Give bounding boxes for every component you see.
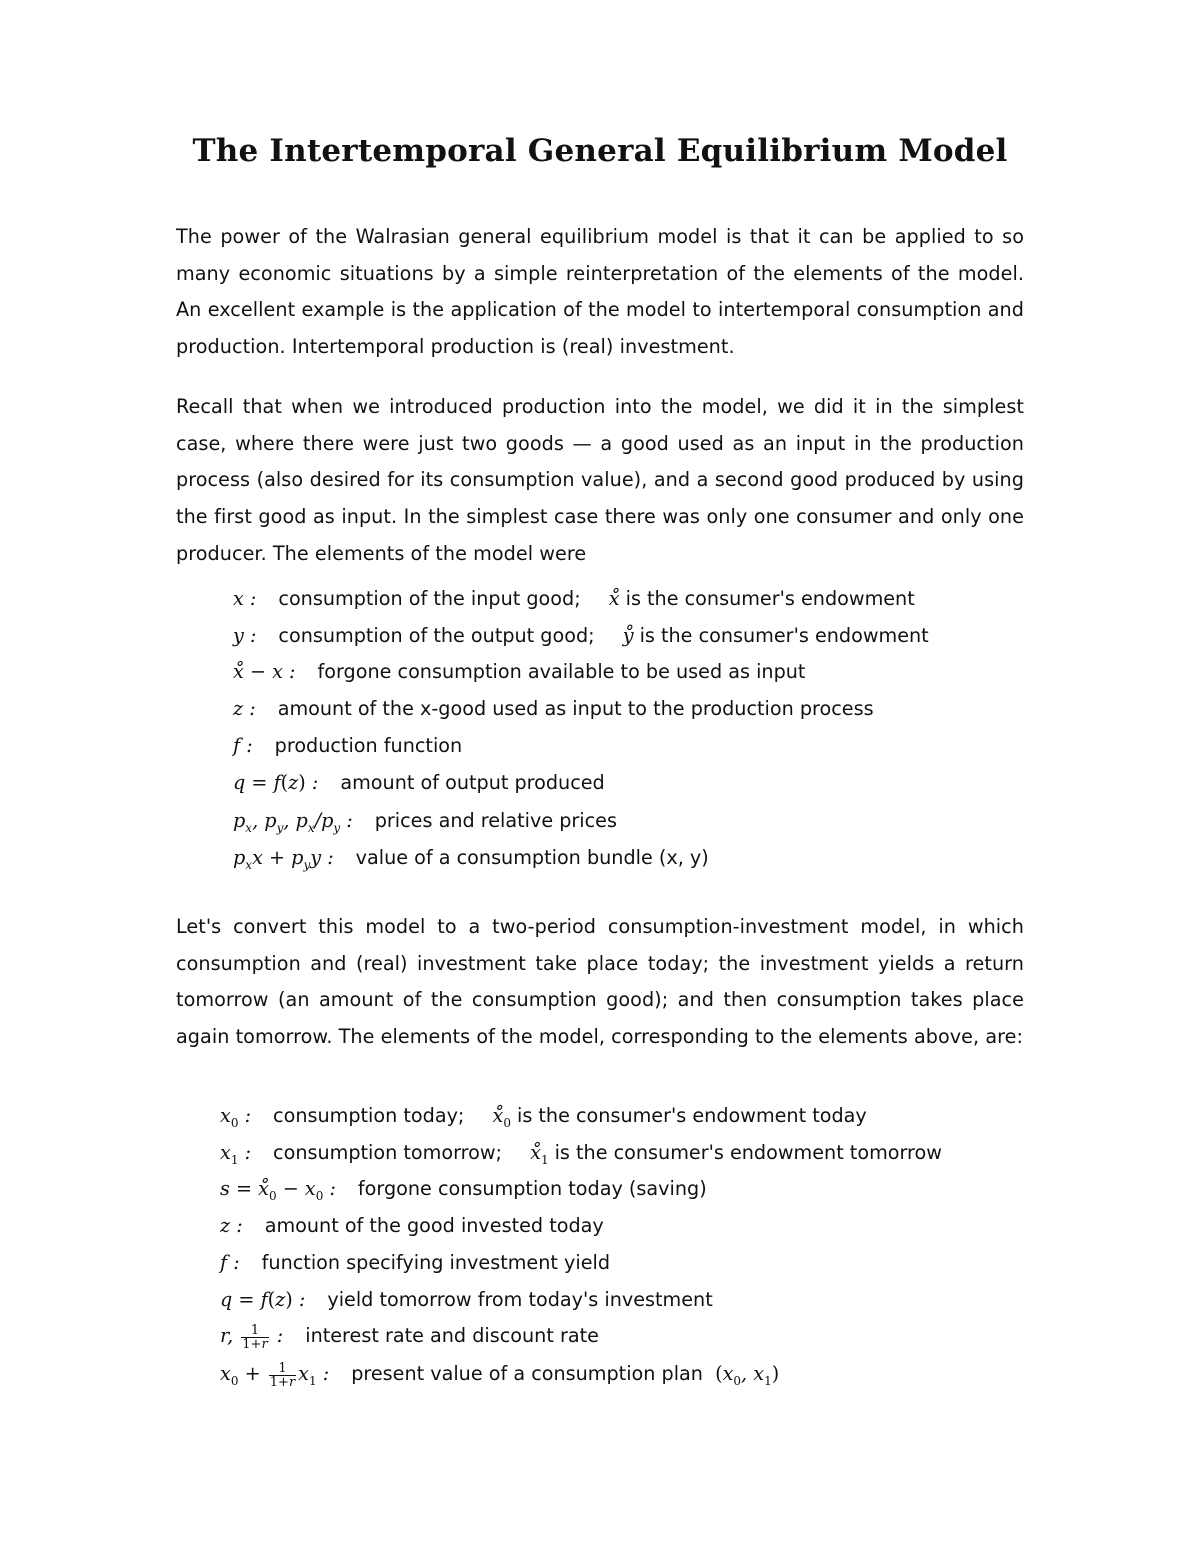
math-symbol: $x_1$ : (220, 1141, 252, 1167)
list-item: r, $\frac{1}{1+r}$ : interest rate and discount rate (220, 1322, 599, 1352)
math-symbol: y : (233, 624, 257, 647)
math-symbol: q = f(z) : (233, 771, 319, 794)
math-symbol: z : (220, 1214, 243, 1237)
list-item: z : amount of the x-good used as input to the production process (233, 697, 874, 720)
list-item: $s = x̊_0 - x_0$ : forgone consumption today (saving) (220, 1177, 707, 1203)
paragraph-convert: Let's convert this model to a two-period consumption-investment model, in which consumption and (real) investment take place today; the investment yields a return tomorrow (an amount of the consumption good); and then consumption takes place again tomorrow. The elements of the model, corresponding to the elements above, are: (176, 915, 1024, 1049)
math-symbol: x̊ − x : (233, 660, 296, 683)
math-symbol: r, $\frac{1}{1+r}$ : (220, 1322, 284, 1352)
list-item: x̊ − x : forgone consumption available to be used as input (233, 660, 806, 683)
math-symbol: z : (233, 697, 256, 720)
math-symbol: $x_0$ + $\frac{1}{1+r}$ $x_1$ : (220, 1360, 330, 1390)
math-symbol: $x_0$ : (220, 1104, 252, 1130)
list-item: q = f(z) : yield tomorrow from today's investment (220, 1288, 713, 1311)
paragraph-intro: The power of the Walrasian general equilibrium model is that it can be applied to so many economic situations by a simple reinterpretation of the elements of the model. An excellent example is the application of the model to intertemporal consumption and production. Intertemporal production is (real) investment. (176, 225, 1024, 359)
list-item: $x_0$ + $\frac{1}{1+r}$ $x_1$ : present value of a consumption plan ($x_0$, $x_1$) (220, 1360, 780, 1390)
page-title: The Intertemporal General Equilibrium Model (192, 133, 1008, 169)
math-symbol: $p_x$, $p_y$, $p_x/p_y$ : (233, 809, 353, 835)
list-item: $p_x$, $p_y$, $p_x/p_y$ : prices and relative prices (233, 809, 617, 835)
math-symbol: $s = x̊_0 - x_0$ : (220, 1177, 336, 1203)
list-item: f : function specifying investment yield (220, 1251, 611, 1274)
list-item: q = f(z) : amount of output produced (233, 771, 605, 794)
paragraph-recall: Recall that when we introduced production into the model, we did it in the simplest case, where there were just two goods — a good used as an input in the production process (also desired for its consumption value), and a second good produced by using the first good as input. In the simplest case there was only one consumer and only one producer. The elements of the model were (176, 395, 1024, 565)
list-item: $p_xx + p_yy$ : value of a consumption bundle (x, y) (233, 846, 709, 872)
list-item: z : amount of the good invested today (220, 1214, 604, 1237)
math-symbol: f : (220, 1251, 240, 1274)
math-symbol: x : (233, 587, 257, 610)
math-symbol: $p_xx + p_yy$ : (233, 846, 334, 872)
list-item: y : consumption of the output good; ẙ is the consumer's endowment (233, 624, 929, 647)
list-item: f : production function (233, 734, 463, 757)
list-item: $x_1$ : consumption tomorrow; $x̊_1$ is the consumer's endowment tomorrow (220, 1141, 942, 1167)
math-symbol: q = f(z) : (220, 1288, 306, 1311)
list-item: x : consumption of the input good; x̊ is the consumer's endowment (233, 587, 915, 610)
math-symbol: f : (233, 734, 253, 757)
list-item: $x_0$ : consumption today; $x̊_0$ is the consumer's endowment today (220, 1104, 867, 1130)
